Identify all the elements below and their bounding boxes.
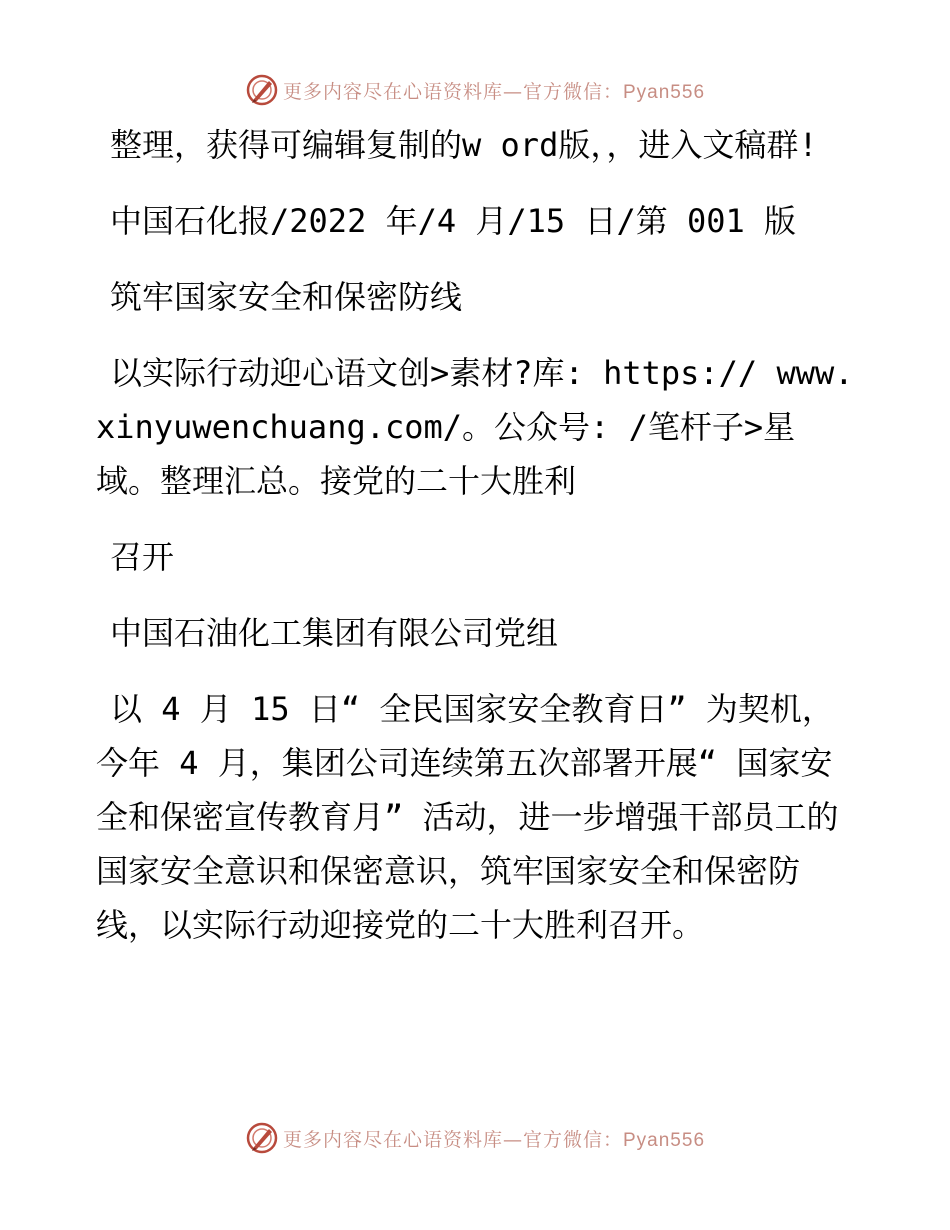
- article-body-paragraph: 以 4 月 15 日“ 全民国家安全教育日” 为契机，今年 4 月，集团公司连续第五次部署开展“ 国家安全和保密宣传教育月” 活动，进一步增强干部员工的国家安全意识和保密意识，筑牢国家安全和保密防线，以实际行动迎接党的二十大胜利召开。: [96, 690, 839, 944]
- article-subtitle: 以实际行动迎心语文创>素材?库: https:// www.xinyuwenchuang.com/。公众号: /笔杆子>星域。整理汇总。接党的二十大胜利: [96, 354, 854, 500]
- header-watermark: [0, 70, 950, 110]
- article-subtitle-continued: 召开: [110, 538, 175, 576]
- watermark-wechat-id: Pyan556: [623, 1129, 706, 1151]
- pen-logo-icon: [245, 1121, 279, 1155]
- paragraph-source: 中国石化报/2022 年/4 月/15 日/第 001 版: [110, 202, 797, 240]
- paragraph-intro-note: 整理，获得可编辑复制的w ord版，，进入文稿群!: [110, 126, 818, 164]
- watermark-text: 更多内容尽在心语资料库—官方微信：Pyan556: [282, 80, 706, 103]
- article-author: 中国石油化工集团有限公司党组: [110, 614, 559, 652]
- article-title: 筑牢国家安全和保密防线: [110, 278, 463, 316]
- watermark-wechat-id: Pyan556: [623, 81, 706, 103]
- footer-watermark: [0, 1118, 950, 1158]
- pen-logo-icon: [245, 73, 279, 107]
- document-body: [96, 118, 856, 952]
- watermark-text: 更多内容尽在心语资料库—官方微信：Pyan556: [282, 1128, 706, 1151]
